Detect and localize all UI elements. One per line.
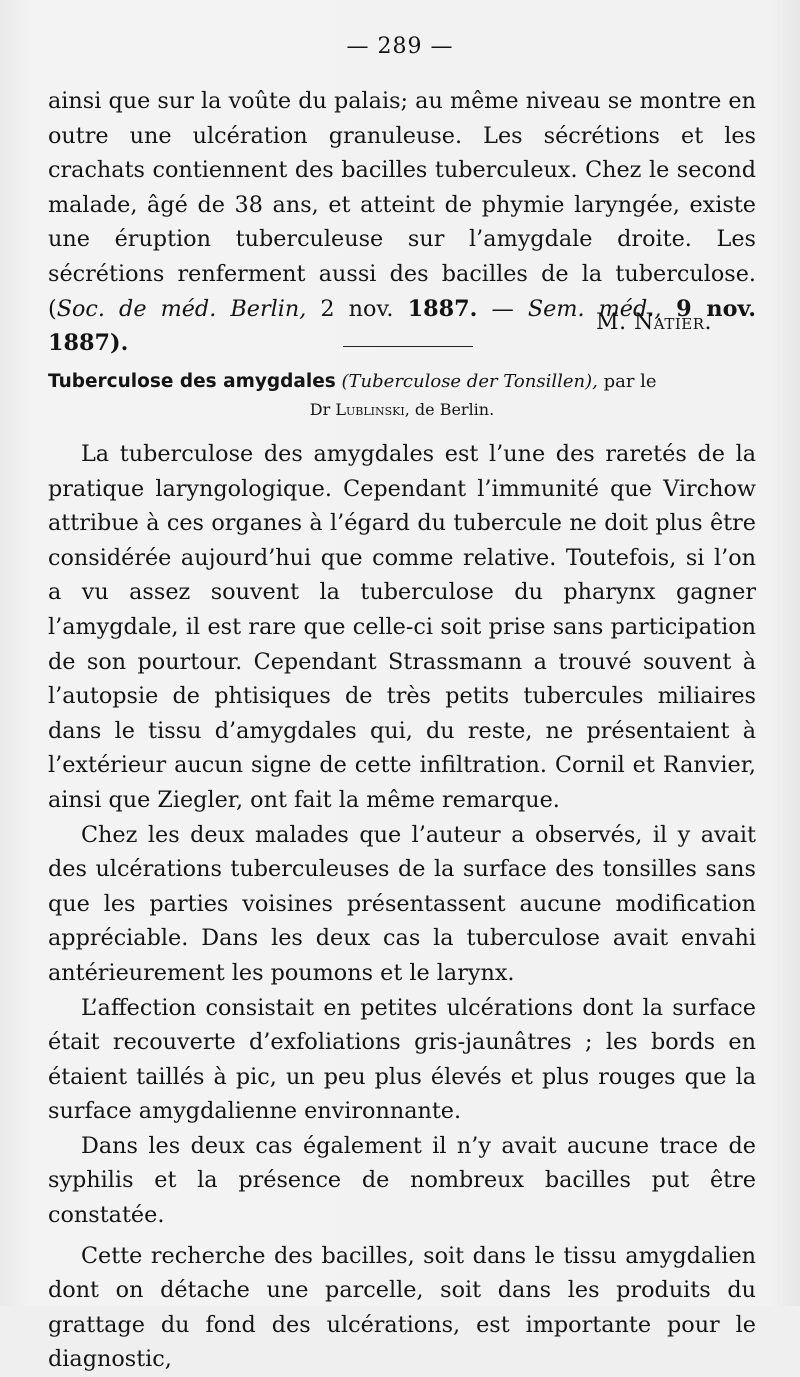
section-divider	[343, 346, 473, 347]
ref-date-2: 9 nov. 1887).	[48, 295, 756, 357]
ref-separator: —	[477, 295, 528, 322]
article-author-line	[48, 396, 756, 424]
signature: M. Natier.	[596, 310, 712, 335]
paragraph: La tuberculose des amygdales est l’une des raretés de la pratique laryngologique. Cependant l’immunité que Virchow attribue à ces organes à l’égard du tubercule ne doit plus être considérée aujourd’hui que comme relative. Toutefois, si l’on a vu assez souvent la tuberculose du pharynx gagner l’amygdale, il est rare que celle-ci soit prise sans participation de son pourtour. Cependant Strassmann a trouvé souvent à l’autopsie de phtisiques de très petits tubercules miliaires dans le tissu d’amygdales qui, du reste, ne présentaient à l’extérieur aucun signe de cette infiltration. Cornil et Ranvier, ainsi que Ziegler, ont fait la même remarque.	[48, 441, 756, 813]
article-title: Tuberculose des amygdales	[48, 371, 336, 392]
article-heading	[48, 368, 756, 424]
page-number: — 289 —	[346, 34, 454, 59]
paragraph: L’affection consistait en petites ulcérations dont la surface était recouverte d’exfoliations gris-jaunâtres ; les bords en étaient taillés à pic, un peu plus élevés et plus rouges que la surface amygdalienne environnante.	[48, 994, 756, 1125]
paragraph: Dans les deux cas également il n’y avait aucune trace de syphilis et la présence de nombreux bacilles put être constatée.	[48, 1132, 756, 1229]
paragraph: Chez les deux malades que l’auteur a observés, il y avait des ulcérations tuberculeuses de la surface des tonsilles sans que les parties voisines présentassent aucune modification appréciable. Dans les deux cas la tuberculose avait envahi antérieurement les poumons et le larynx.	[48, 821, 756, 986]
ref-open: (	[48, 295, 57, 322]
ref-year-1: 1887.	[407, 295, 478, 322]
ref-source-1: Soc. de méd. Berlin,	[56, 295, 307, 322]
article-subtitle: (Tuberculose der Tonsillen),	[341, 371, 598, 392]
author-name: Lublinski	[335, 400, 405, 419]
ref-source-2: Sem. méd.,	[527, 295, 662, 322]
article-par: par le	[597, 371, 657, 392]
article-body	[48, 437, 756, 1377]
paragraph: Cette recherche des bacilles, soit dans le tissu amygdalien dont on détache une parcelle, soit dans les produits du grattage du fond des ulcérations, est importante pour le diagnostic,	[48, 1242, 756, 1373]
ref-date-1: 2 nov.	[306, 295, 408, 322]
intro-body: ainsi que sur la voûte du palais; au même niveau se montre en outre une ulcération granuleuse. Les sécrétions et les crachats contiennent des bacilles tuberculeux. Chez le second malade, âgé de 38 ans, et atteint de phymie laryngée, existe une éruption tuberculeuse sur l’amygdale droite. Les sécrétions renferment aussi des bacilles de la tuberculose.	[48, 88, 756, 287]
author-suffix: , de Berlin.	[404, 400, 495, 419]
author-prefix: Dr	[309, 400, 336, 419]
